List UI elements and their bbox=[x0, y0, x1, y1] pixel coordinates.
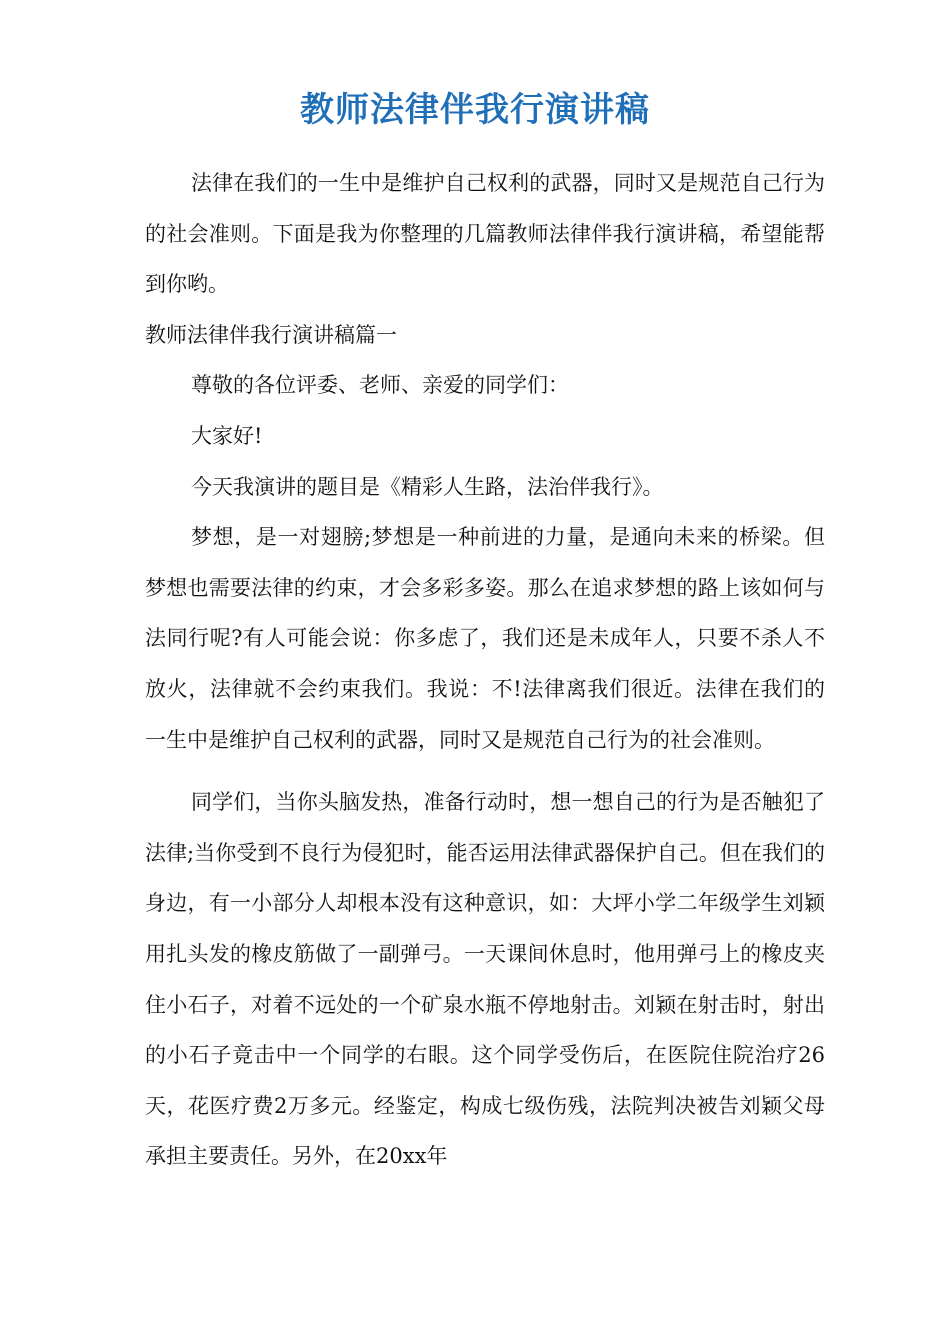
document-title: 教师法律伴我行演讲稿 bbox=[300, 90, 650, 130]
body-paragraph: 梦想，是一对翅膀;梦想是一种前进的力量，是通向未来的桥梁。但梦想也需要法律的约束，才会多彩多姿。那么在追求梦想的路上该如何与法同行呢?有人可能会说：你多虑了，我们还是未成年人，只要不杀人不放火，法律就不会约束我们。我说：不!法律离我们很近。法律在我们的一生中是维护自己权利的武器，同时又是规范自己行为的社会准则。 bbox=[145, 525, 825, 752]
document-body bbox=[145, 158, 825, 1182]
section-heading: 教师法律伴我行演讲稿篇一 bbox=[145, 322, 397, 347]
body-paragraph: 同学们，当你头脑发热，准备行动时，想一想自己的行为是否触犯了法律;当你受到不良行为侵犯时，能否运用法律武器保护自己。但在我们的身边，有一小部分人却根本没有这种意识，如：大坪小学二年级学生刘颖用扎头发的橡皮筋做了一副弹弓。一天课间休息时，他用弹弓上的橡皮夹住小石子，对着不远处的一个矿泉水瓶不停地射击。刘颖在射击时，射出的小石子竟击中一个同学的右眼。这个同学受伤后，在医院住院治疗26天，花医疗费2万多元。经鉴定，构成七级伤残，法院判决被告刘颖父母承担主要责任。另外，在20xx年 bbox=[145, 790, 825, 1169]
topic-paragraph: 今天我演讲的题目是《精彩人生路，法治伴我行》。 bbox=[191, 474, 664, 499]
salutation-paragraph: 尊敬的各位评委、老师、亲爱的同学们： bbox=[191, 373, 569, 398]
intro-paragraph: 法律在我们的一生中是维护自己权利的武器，同时又是规范自己行为的社会准则。下面是我为你整理的几篇教师法律伴我行演讲稿，希望能帮到你哟。 bbox=[145, 171, 825, 297]
greeting-paragraph: 大家好! bbox=[191, 423, 263, 448]
